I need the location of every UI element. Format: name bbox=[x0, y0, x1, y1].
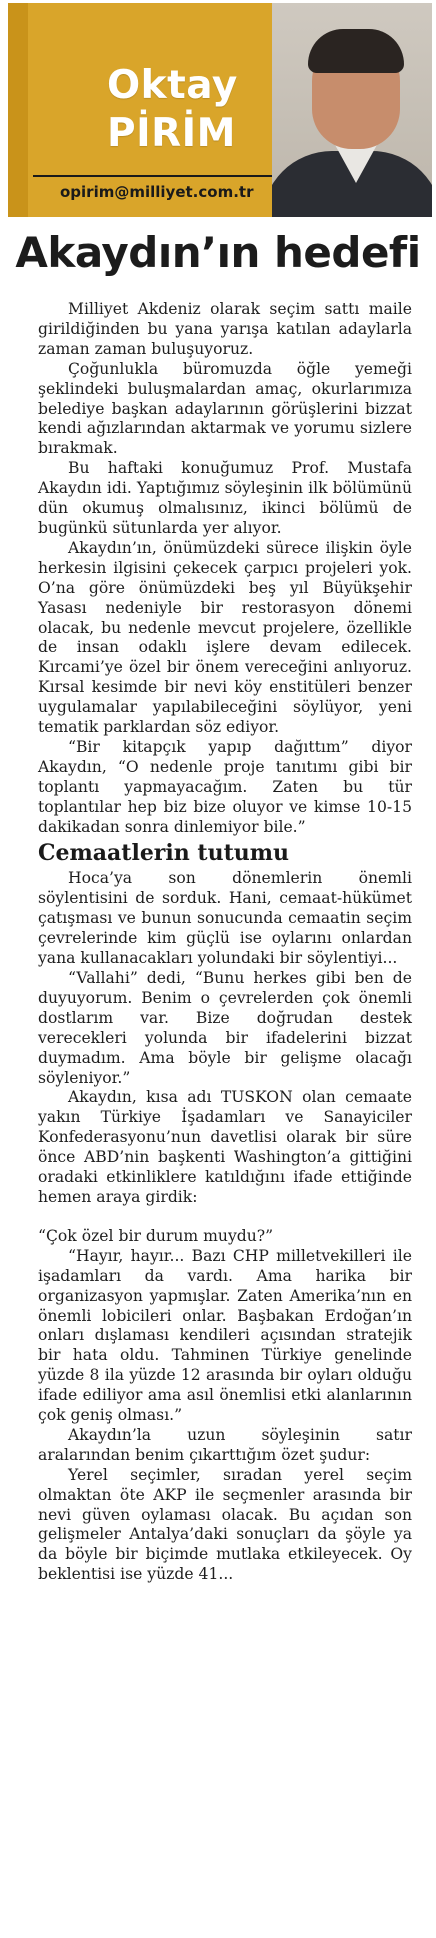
header-accent-strip bbox=[8, 3, 28, 217]
question-line: “Çok özel bir durum muydu?” bbox=[38, 1226, 274, 1245]
photo-hair bbox=[308, 29, 404, 73]
paragraph: “Hayır, hayır... Bazı CHP milletvekilleri ile işadamları da vardı. Ama harika bir organizasyon yapmışlar. Zaten Amerika’nın en önemli lobicileri onlar. Başbakan Erdoğan’ın onları dışlaması kendileri açısından stratejik bir hata oldu. Tahminen Türkiye genelinde yüzde 8 ila yüzde 12 arasında bir oyları olduğu ifade ediliyor ama asıl önemlisi etki alanlarının çok geniş olması.” bbox=[38, 1246, 412, 1425]
article-headline: Akaydın’ın hedefi bbox=[15, 228, 421, 277]
header-divider bbox=[33, 175, 277, 177]
paragraph: Akaydın’la uzun söyleşinin satır aralarından benim çıkarttığım özet şudur: bbox=[38, 1425, 412, 1464]
paragraph: Milliyet Akdeniz olarak seçim sattı maile girildiğinden bu yana yarışa katılan adaylarla zaman zaman buluşuyoruz. bbox=[38, 300, 412, 358]
author-last-name: PİRİM bbox=[107, 111, 236, 156]
paragraph: Bu haftaki konuğumuz Prof. Mustafa Akaydın idi. Yaptığımız söyleşinin ilk bölümünü dün okumuş olmalısınız, ikinci bölümü de bugünkü sütunlarda yer alıyor. bbox=[38, 459, 412, 537]
paragraph: Akaydın’ın, önümüzdeki sürece ilişkin öyle herkesin ilgisini çekecek çarpıcı projeleri yok. O’na göre önümüzdeki beş yıl Büyükşehir Yasası nedeniyle bir restorasyon dönemi olacak, bu nedenle mevcut projelere, özellikle de insan odaklı işlere devam edilecek. Kırcami’ye özel bir önem vereceğini anlıyoruz. Kırsal kesimde bir nevi köy enstitüleri benzer uygulamalar yapılabileceğini söylüyor, yeni tematik parklardan söz ediyor. bbox=[38, 538, 412, 737]
paragraph: Hoca’ya son dönemlerin önemli söylentisini de sorduk. Hani, cemaat-hükümet çatışması ve bunun sonucunda cemaatin seçim çevrelerinde kim güçlü ise oylarını onlardan yana kullanacakları yolundaki bir söylentiyi... bbox=[38, 869, 412, 968]
paragraph: “Vallahi” dedi, “Bunu herkes gibi ben de duyuyorum. Benim o çevrelerden çok önemli dostlarım var. Bize doğrudan destek verecekleri yolunda bir ifadelerini bizzat duymadım. Ama böyle bir gelişme olacağı söyleniyor.” bbox=[38, 969, 412, 1087]
author-photo bbox=[272, 3, 432, 217]
paragraph: Akaydın, kısa adı TUSKON olan cemaate yakın Türkiye İşadamları ve Sanayiciler Konfederasyonu’nun davetlisi olarak bir süre önce ABD’nin başkenti Washington’a gittiğini oradaki etkinliklere katıldığını ifade ettiğinde hemen araya girdik: bbox=[38, 1088, 412, 1206]
article-subhead: Cemaatlerin tutumu bbox=[38, 840, 290, 867]
author-first-name: Oktay bbox=[107, 63, 238, 108]
paragraph: Çoğunlukla büromuzda öğle yemeği şeklindeki buluşmalardan amaç, okurlarımıza belediye başkan adaylarının görüşlerini bizzat kendi ağızlarından aktarmak ve yorumu sizlere bırakmak. bbox=[38, 359, 412, 458]
author-email[interactable]: opirim@milliyet.com.tr bbox=[60, 183, 254, 201]
paragraph: “Bir kitapçık yapıp dağıttım” diyor Akaydın, “O nedenle proje tanıtımı gibi bir toplantı yapmayacağım. Zaten bu tür toplantılar hep biz bize oluyor ve kimse 10-15 dakikadan sonra dinlemiyor bile.” bbox=[38, 737, 412, 836]
column-header bbox=[8, 3, 432, 217]
article-body bbox=[38, 300, 412, 1585]
paragraph: Yerel seçimler, sıradan yerel seçim olmaktan öte AKP ile seçmenler arasında bir nevi güven oylaması olacak. Bu açıdan son gelişmeler Antalya’daki sonuçları da şöyle ya da böyle bir biçimde mutlaka etkileyecek. Oy beklentisi ise yüzde 41... bbox=[38, 1465, 412, 1584]
